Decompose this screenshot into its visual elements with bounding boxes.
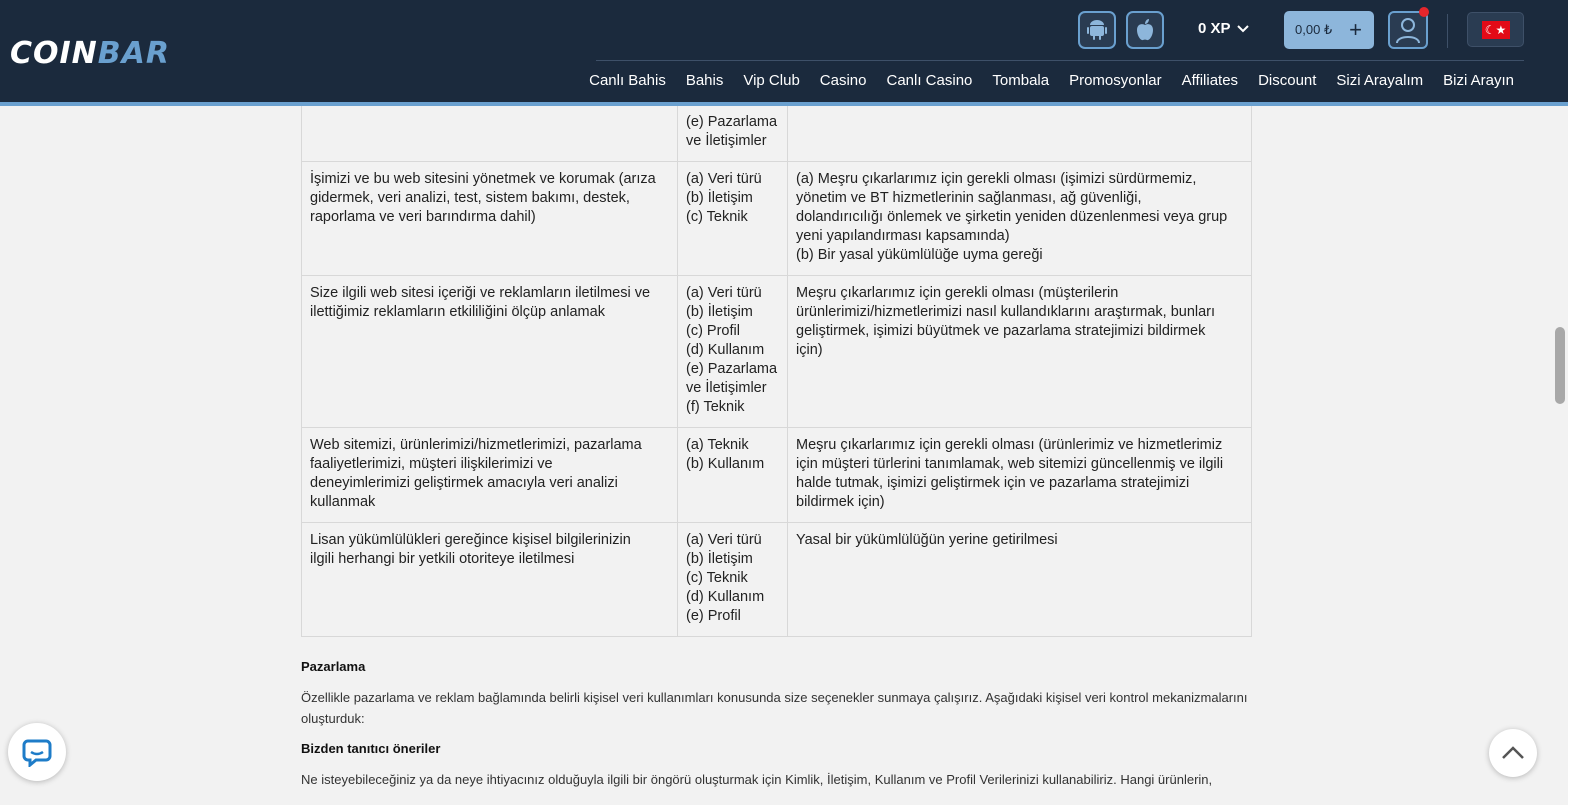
data-types-cell — [678, 276, 788, 428]
table-row — [302, 428, 1252, 523]
nav-canli-casino[interactable]: Canlı Casino — [886, 72, 973, 89]
header-divider — [1447, 14, 1448, 48]
promo-paragraph: Ne isteyebileceğiniz ya da neye ihtiyacınız olduğuyla ilgili bir öngörü oluşturmak için Kimlik, İletişim, Kullanım ve Profil Verilerinizi kullanabiliriz. Hangi ürünlerin, — [301, 772, 1213, 787]
marketing-paragraph — [301, 687, 1253, 729]
data-types-cell-line: (a) Veri türü — [686, 532, 762, 548]
logo-text-accent: BAR — [97, 36, 170, 71]
purpose-cell-line: raporlama ve veri barındırma dahil) — [310, 209, 536, 225]
purpose-cell — [302, 276, 678, 428]
nav-vip-club[interactable]: Vip Club — [743, 72, 800, 89]
purpose-cell-line: faaliyetlerimizi, müşteri ilişkilerimizi ve — [310, 456, 553, 472]
data-types-cell — [678, 428, 788, 523]
nav-promosyonlar[interactable]: Promosyonlar — [1069, 72, 1162, 89]
legal-basis-cell — [788, 428, 1252, 523]
legal-basis-cell-line: ürünlerimizi/hizmetlerimizi nasıl kullandıklarını araştırmak, bunları — [796, 304, 1216, 320]
data-types-cell-line: (e) Profil — [686, 608, 741, 624]
purpose-cell-line: kullanmak — [310, 494, 376, 510]
data-types-cell-line: (a) Teknik — [686, 437, 749, 453]
data-types-cell-line: (d) Kullanım — [686, 342, 765, 358]
legal-basis-cell-line: yeni yapılandırması kapsamında) — [796, 228, 1010, 244]
nav-tombala[interactable]: Tombala — [992, 72, 1050, 89]
live-chat-button[interactable] — [8, 723, 66, 781]
window-gutter — [1568, 0, 1584, 805]
xp-dropdown[interactable] — [1198, 20, 1249, 37]
data-types-cell-line: (c) Profil — [686, 323, 740, 339]
legal-basis-cell-line: halde tutmak, işimizi geliştirmek için ve pazarlama stratejimizi — [796, 475, 1190, 491]
nav-divider — [596, 60, 1524, 61]
balance-button[interactable] — [1284, 11, 1374, 49]
purpose-cell — [302, 428, 678, 523]
nav-sizi-arayalim[interactable]: Sizi Arayalım — [1336, 72, 1424, 89]
purpose-cell-line: Lisan yükümlülükleri gereğince kişisel bilgilerinizin — [310, 532, 631, 548]
marketing-paragraph-line: oluşturduk: — [301, 711, 365, 726]
nav-bahis[interactable]: Bahis — [685, 72, 724, 89]
purpose-cell-line: İşimizi ve bu web sitesini yönetmek ve korumak (arıza — [310, 171, 656, 187]
data-types-cell-line: (b) İletişim — [686, 190, 753, 206]
data-types-cell-line: ve İletişimler — [686, 380, 767, 396]
chevron-down-icon — [1237, 25, 1249, 33]
data-types-cell — [678, 162, 788, 276]
xp-label: 0 XP — [1198, 20, 1231, 37]
data-types-cell-line: (a) Veri türü — [686, 171, 762, 187]
legal-basis-cell-line: Meşru çıkarlarımız için gerekli olması (müşterilerin — [796, 285, 1119, 301]
turkey-flag-icon: ☾★ — [1482, 21, 1510, 39]
balance-amount: 0,00 ₺ — [1295, 22, 1333, 37]
table-row — [302, 523, 1252, 637]
legal-basis-cell-line: için müşteri türlerini tanımlamak, web sitemizi güncellenmiş ve ilgili — [796, 456, 1224, 472]
section-title-promo: Bizden tanıtıcı öneriler — [301, 741, 441, 756]
nav-affiliates[interactable]: Affiliates — [1181, 72, 1239, 89]
data-types-cell-line: (e) Pazarlama — [686, 361, 778, 377]
ios-app-button[interactable] — [1126, 11, 1164, 49]
scrollbar-thumb[interactable] — [1555, 327, 1565, 404]
user-icon — [1395, 16, 1421, 44]
data-types-cell-line: (b) İletişim — [686, 551, 753, 567]
nav-casino[interactable]: Casino — [819, 72, 867, 89]
purpose-cell-line: ilettiğimiz reklamların etkililiğini ölçüp anlamak — [310, 304, 605, 320]
legal-basis-cell-line: (b) Bir yasal yükümlülüğe uyma gereği — [796, 247, 1043, 263]
purpose-cell-line: Web sitemizi, ürünlerimizi/hizmetlerimizi, pazarlama — [310, 437, 642, 453]
data-types-cell-line: (d) Kullanım — [686, 589, 765, 605]
data-types-cell-line: (b) Kullanım — [686, 456, 765, 472]
legal-basis-cell-line: Meşru çıkarlarımız için gerekli olması (ürünlerimiz ve hizmetlerimiz — [796, 437, 1223, 453]
legal-basis-cell-line: Yasal bir yükümlülüğün yerine getirilmesi — [796, 532, 1058, 548]
purpose-cell — [302, 523, 678, 637]
data-types-cell — [678, 523, 788, 637]
language-selector[interactable] — [1467, 12, 1524, 47]
legal-basis-cell — [788, 162, 1252, 276]
purpose-cell — [302, 162, 678, 276]
legal-basis-cell-line: (a) Meşru çıkarlarımız için gerekli olması (işimizi sürdürmemiz, — [796, 171, 1197, 187]
legal-basis-cell — [788, 523, 1252, 637]
nav-canli-bahis[interactable]: Canlı Bahis — [589, 72, 666, 89]
nav-discount[interactable]: Discount — [1258, 72, 1317, 89]
data-types-cell-line: (f) Teknik — [686, 399, 745, 415]
main-navigation — [589, 72, 1514, 89]
apple-icon — [1134, 18, 1156, 42]
android-app-button[interactable] — [1078, 11, 1116, 49]
data-types-cell-line: (c) Teknik — [686, 209, 748, 225]
nav-bizi-arayin[interactable]: Bizi Arayın — [1443, 72, 1514, 89]
site-header — [0, 0, 1568, 106]
table-row — [302, 162, 1252, 276]
notification-dot — [1419, 7, 1429, 17]
data-processing-table — [301, 88, 1252, 637]
coinbar-logo[interactable] — [10, 36, 170, 71]
legal-basis-cell-line: dolandırıcılığı önlemek ve şirketin yeniden düzenlenmesi veya grup — [796, 209, 1228, 225]
data-types-cell-line: (e) Pazarlama — [686, 114, 778, 130]
purpose-cell-line: ilgili herhangi bir yetkili otoriteye iletilmesi — [310, 551, 575, 567]
scroll-to-top-button[interactable] — [1489, 729, 1537, 777]
deposit-plus-icon[interactable]: + — [1349, 17, 1362, 42]
section-title-marketing: Pazarlama — [301, 659, 366, 674]
data-types-cell-line: ve İletişimler — [686, 133, 767, 149]
data-types-cell-line: (a) Veri türü — [686, 285, 762, 301]
chat-icon — [22, 737, 52, 767]
legal-basis-cell-line: geliştirmek, işimizi büyütmek ve pazarlama stratejimizi bildirmek — [796, 323, 1206, 339]
chevron-up-icon — [1501, 746, 1525, 760]
marketing-paragraph-line: Özellikle pazarlama ve reklam bağlamında belirli kişisel veri kullanımları konusunda size seçenekler sunmaya çalışırız. Aşağıdaki kişisel veri kontrol mekanizmalarını — [301, 690, 1248, 705]
legal-basis-cell-line: bildirmek için) — [796, 494, 885, 510]
table-row — [302, 276, 1252, 428]
logo-text-main: COIN — [10, 36, 98, 71]
android-icon — [1087, 19, 1107, 41]
data-types-cell-line: (b) İletişim — [686, 304, 753, 320]
legal-basis-cell-line: için) — [796, 342, 823, 358]
legal-basis-cell-line: yönetim ve BT hizmetlerinin sağlanması, ağ güvenliği, — [796, 190, 1142, 206]
purpose-cell-line: gidermek, veri analizi, test, sistem bakımı, destek, — [310, 190, 630, 206]
purpose-cell-line: Size ilgili web sitesi içeriği ve reklamların iletilmesi ve — [310, 285, 651, 301]
purpose-cell-line: deneyimlerimizi geliştirmek amacıyla veri analizi — [310, 475, 618, 491]
legal-basis-cell — [788, 276, 1252, 428]
data-types-cell-line: (c) Teknik — [686, 570, 748, 586]
